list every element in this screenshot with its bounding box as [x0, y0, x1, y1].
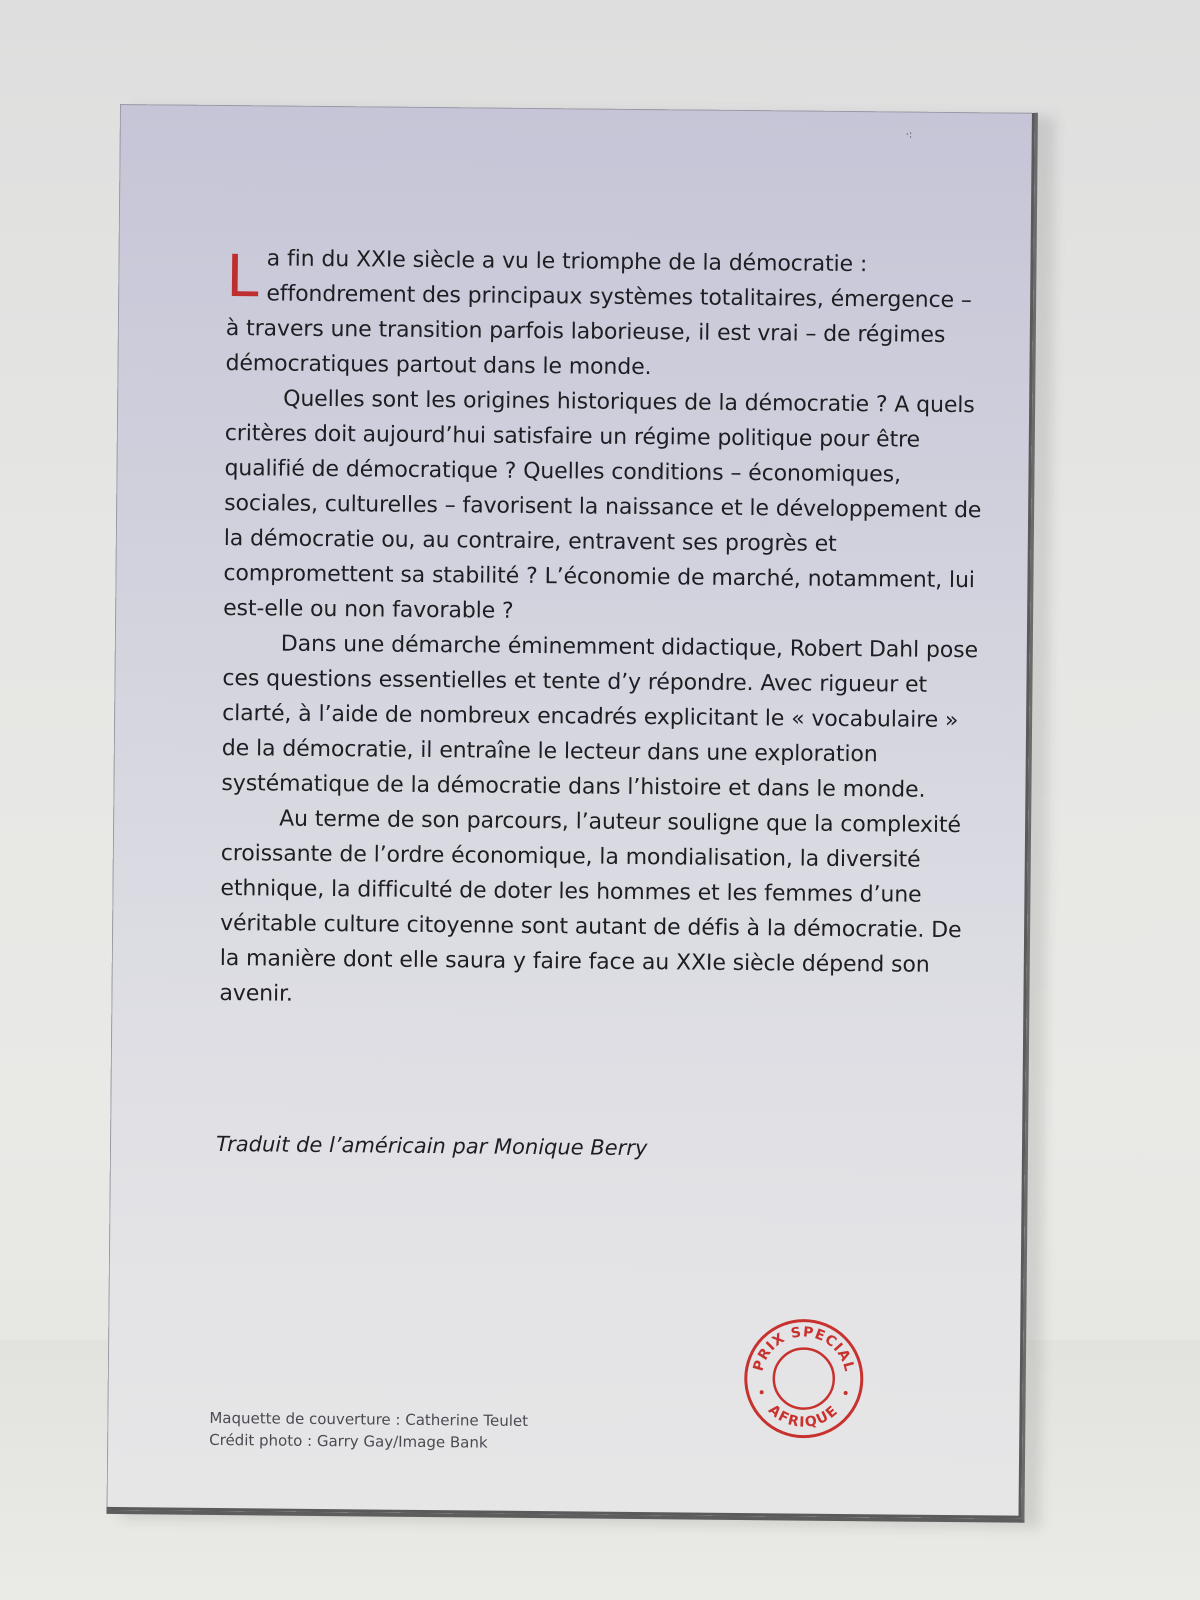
photo-credit: Crédit photo : Garry Gay/Image Bank — [209, 1430, 488, 1452]
print-marks: ·: — [905, 129, 913, 141]
cover-credits — [209, 1407, 528, 1454]
cover-design-credit: Maquette de couverture : Catherine Teulet — [209, 1408, 529, 1430]
blurb-paragraph-1-text: a fin du XXIe siècle a vu le triomphe de la démocratie : effondrement des principaux systèmes totalitaires, émergence – à travers une transition parfois laborieuse, il est vrai – de régimes démocratiques partout dans le monde. — [225, 246, 972, 381]
blurb-paragraph-4: Au terme de son parcours, l’auteur souligne que la complexité croissante de l’ordre économique, la mondialisation, la diversité ethnique, la difficulté de doter les hommes et les femmes d’une véritable culture citoyenne sont autant de défis à la démocratie. De la manière dont elle saura y faire face au XXIe siècle dépend son avenir. — [219, 806, 962, 1007]
stamp-bottom-text: AFRIQUE — [765, 1401, 842, 1431]
prix-special-afrique-stamp — [741, 1316, 866, 1441]
drop-cap: L — [226, 242, 259, 311]
blurb-text — [219, 241, 986, 1018]
blurb-paragraph-1 — [225, 241, 986, 388]
translator-credit: Traduit de l’américain par Monique Berry — [215, 1131, 648, 1161]
svg-text:AFRIQUE — [765, 1402, 842, 1432]
stamp-top-text: PRIX SPECIAL — [750, 1324, 858, 1374]
book-back-cover — [106, 104, 1037, 1523]
blurb-paragraph-3: Dans une démarche éminemment didactique, Robert Dahl pose ces questions essentielles et tente d’y répondre. Avec rigueur et clarté, à l’aide de nombreux encadrés explicitant le « vocabulaire » de la démocratie, il entraîne le lecteur dans une exploration systématique de la démocratie dans l’histoire et dans le monde. — [221, 631, 979, 803]
blurb-paragraph-2: Quelles sont les origines historiques de la démocratie ? A quels critères doit aujourd’hui satisfaire un régime politique pour être qualifié de démocratique ? Quelles conditions – économiques, sociales, culturelles – favorisent la naissance et le développement de la démocratie ou, au contraire, entravent ses progrès et compromettent sa stabilité ? L’économie de marché, notamment, lui est-elle ou non favorable ? — [223, 386, 982, 624]
